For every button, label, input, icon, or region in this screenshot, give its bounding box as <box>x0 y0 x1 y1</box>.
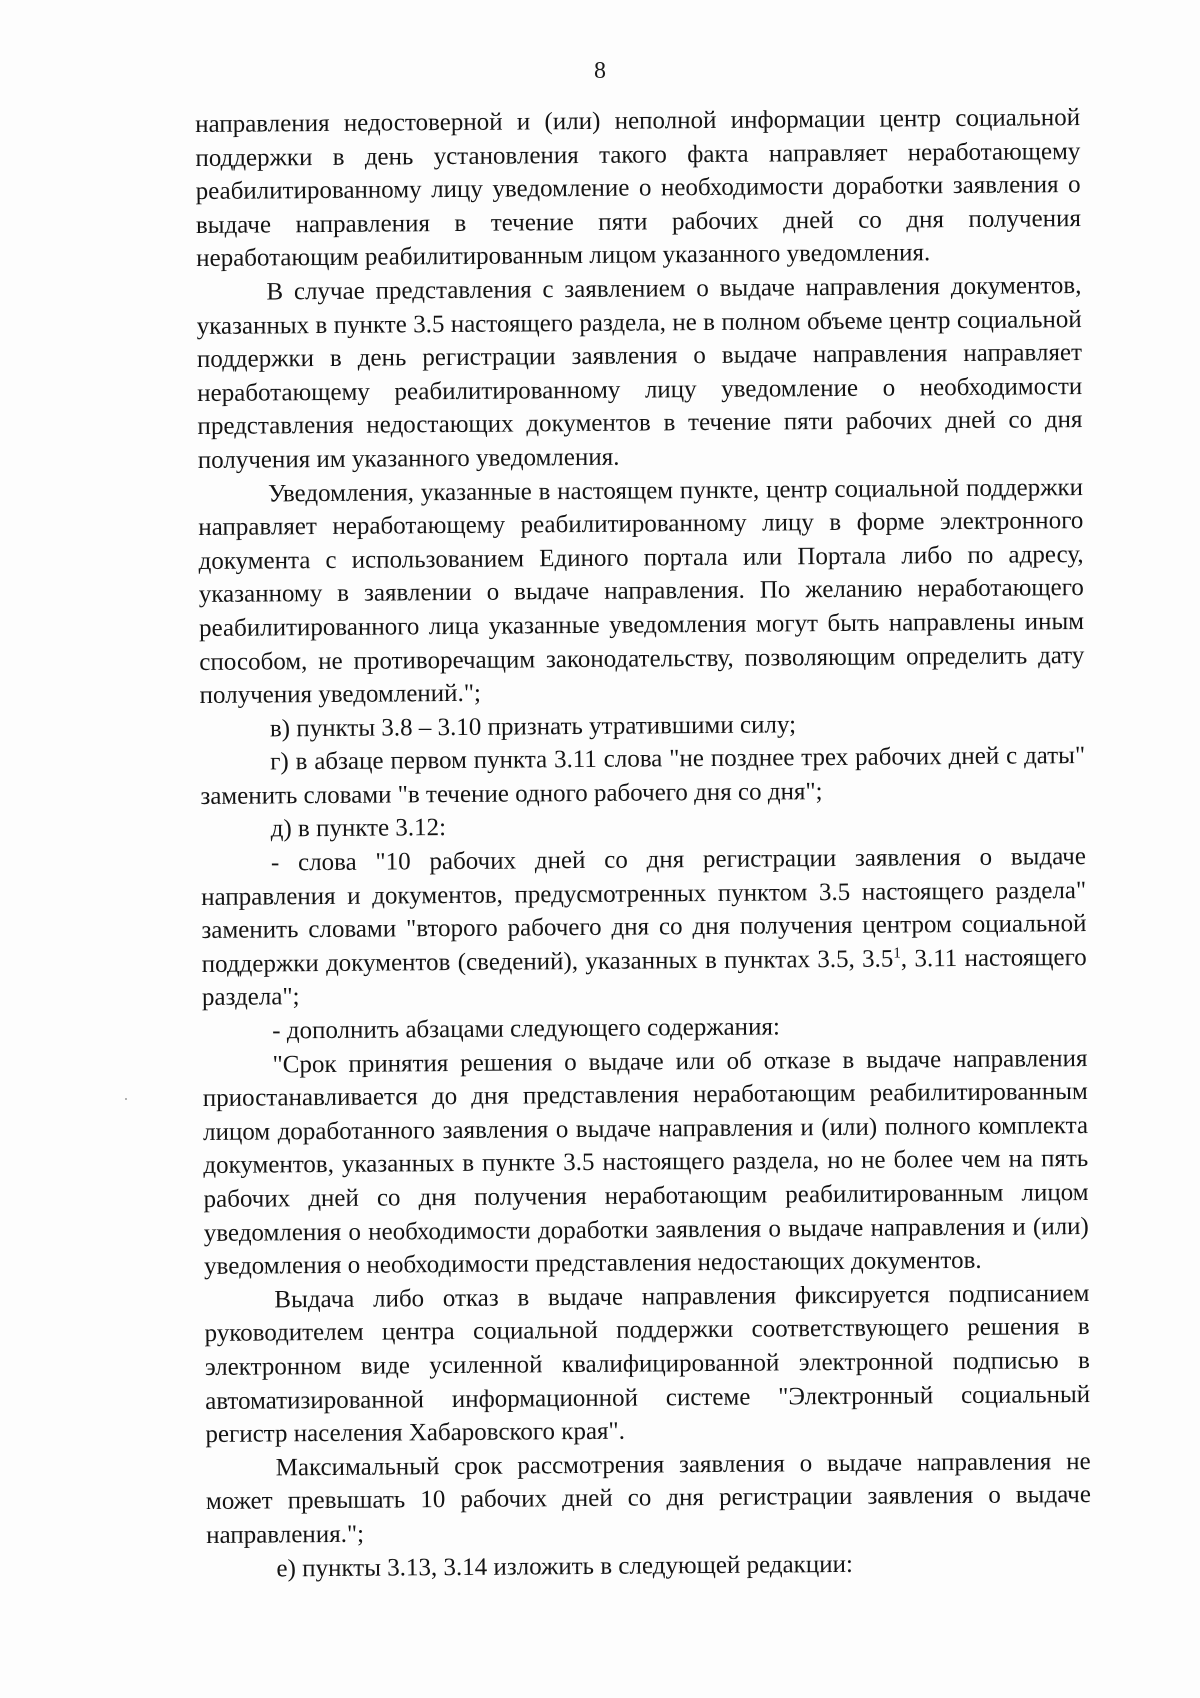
document-body <box>195 101 1092 1586</box>
paragraph-notifications: Уведомления, указанные в настоящем пункте, центр социальной поддержки направляет неработающему реабилитированному лицу в форме электронного документа с использованием Единого портала или Портала либо по адресу, указанному в заявлении о выдаче направления. По желанию неработающего реабилитированного лица указанные уведомления могут быть направлены иным способом, не противоречащим законодательству, позволяющим определить дату получения уведомлений."; <box>198 473 1085 710</box>
item-v: в) пункты 3.8 – 3.10 признать утратившими силу; <box>269 710 797 743</box>
item-d-supplement: - дополнить абзацами следующего содержания: <box>272 1013 780 1045</box>
item-d-words-replacement <box>201 840 1087 1015</box>
paragraph-continuation: направления недостоверной и (или) неполной информации центр социальной поддержки в день установления такого факта направляет неработающему реабилитированному лицу уведомление о необходимости доработки заявления о выдаче направления в течение пяти рабочих дней со дня получения неработающим реабилитированным лицом указанного уведомления. <box>195 104 1081 273</box>
scan-speck <box>125 1098 127 1100</box>
item-d-words-text: - слова "10 рабочих дней со дня регистрации заявления о выдаче направления и документов, предусмотренных пунктом 3.5 настоящего раздела" заменить словами "второго рабочего дня со дня получения центром социальной поддержки документов (сведений), указанных в пунктах 3.5, 3.5 <box>201 843 1087 978</box>
superscript-one: 1 <box>893 945 901 962</box>
item-d-words-tail: , 3.11 настоящего раздела"; <box>201 943 1087 1012</box>
paragraph-suspension-term: "Срок принятия решения о выдаче или об отказе в выдаче направления приостанавливается до дня представления неработающим реабилитированным лицом доработанного заявления о выдаче направления и (или) полного комплекта документов, указанных в пункте 3.5 настоящего раздела, но не более чем на пять рабочих дней со дня получения неработающим реабилитированным лицом уведомления о необходимости доработки заявления о выдаче направления и (или) уведомления о необходимости представления недостающих документов. <box>202 1044 1089 1281</box>
paragraph-decision-signing: Выдача либо отказ в выдаче направления фиксируется подписанием руководителем центра социальной поддержки соответствующего решения в электронном виде усиленной квалифицированной электронной подписью в автоматизированной информационной системе "Электронный социальный регистр населения Хабаровского края". <box>204 1279 1091 1449</box>
paragraph-incomplete-documents: В случае представления с заявлением о выдаче направления документов, указанных в пункте 3.5 настоящего раздела, не в полном объеме центр социальной поддержки в день регистрации заявления о выдаче направления направляет неработающему реабилитированному лицу уведомление о необходимости представления недостающих документов в течение пяти рабочих дней со дня получения им указанного уведомления. <box>196 272 1083 474</box>
item-e: е) пункты 3.13, 3.14 изложить в следующей редакции: <box>276 1550 853 1582</box>
page-number: 8 <box>594 58 606 84</box>
paragraph-max-term: Максимальный срок рассмотрения заявления о выдаче направления не может превышать 10 рабочих дней со дня регистрации заявления о выдаче направления."; <box>205 1447 1092 1549</box>
item-d: д) в пункте 3.12: <box>270 814 447 843</box>
item-g: г) в абзаце первом пункта 3.11 слова "не позднее трех рабочих дней с даты" заменить словами "в течение одного рабочего дня со дня"; <box>200 742 1086 810</box>
